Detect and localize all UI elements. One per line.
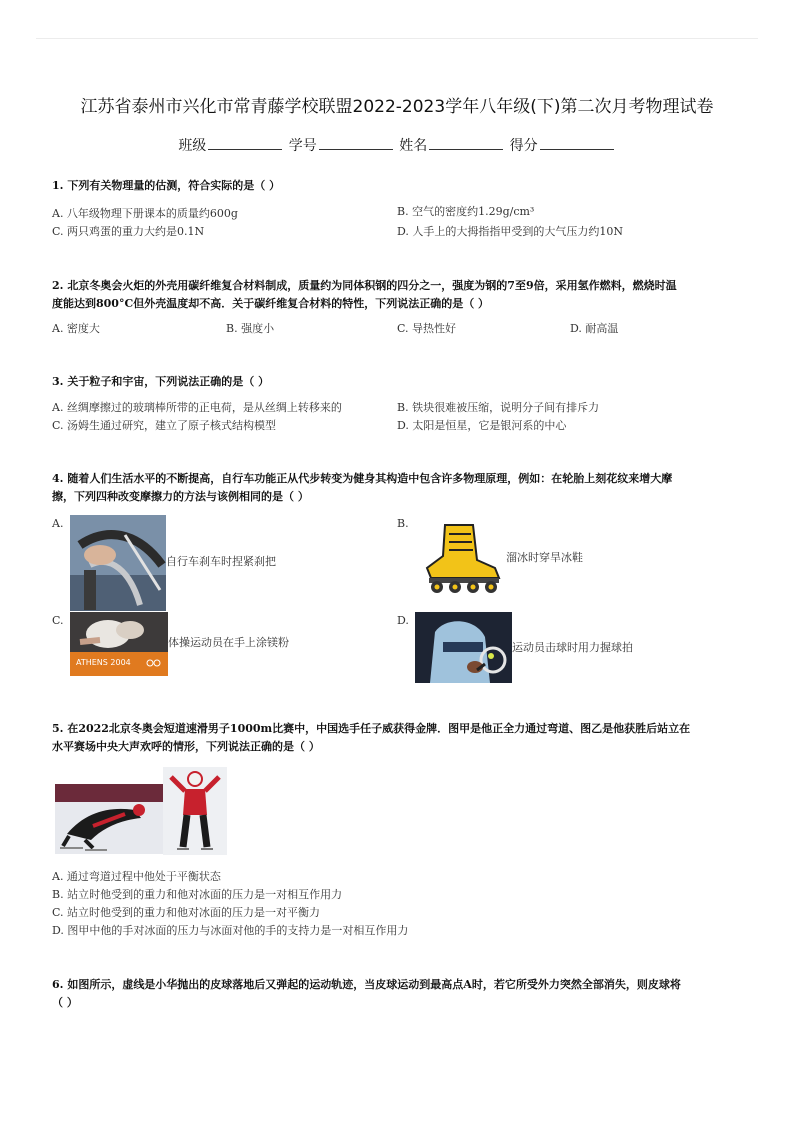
question-1-option-c: C. 两只鸡蛋的重力大约是0.1N: [52, 225, 205, 238]
speed-skater-cornering-photo: [55, 784, 163, 854]
page-top-rule: [36, 38, 758, 39]
question-2-option-a: A. 密度大: [52, 322, 100, 335]
question-2-stem-line-2: 度能达到800°C但外壳温度却不高．关于碳纤维复合材料的特性，下列说法正确的是（ ）: [52, 297, 490, 310]
question-5-stem-line-2: 水平赛场中央大声欢呼的情形，下列说法正确的是（ ）: [52, 740, 320, 753]
question-4-option-c-label: C.: [52, 614, 64, 627]
question-5-option-b: B. 站立时他受到的重力和他对冰面的压力是一对相互作用力: [52, 888, 343, 901]
question-4-option-b-label: B.: [397, 517, 409, 530]
name-blank: [429, 137, 503, 150]
question-4-option-d-label: D.: [397, 614, 409, 627]
question-4-stem-line-2: 擦，下列四种改变摩擦力的方法与该例相同的是（ ）: [52, 490, 309, 503]
exam-title: 江苏省泰州市兴化市常青藤学校联盟2022-2023学年八年级(下)第二次月考物理试卷: [80, 97, 714, 117]
question-4-option-b-caption: 溜冰时穿旱冰鞋: [506, 551, 583, 564]
roller-skate-photo: [415, 520, 503, 594]
tennis-player-photo: [415, 612, 512, 683]
question-5-option-c: C. 站立时他受到的重力和他对冰面的压力是一对平衡力: [52, 906, 321, 919]
question-1-stem: 1. 下列有关物理量的估测，符合实际的是（ ）: [52, 179, 281, 192]
score-blank: [540, 137, 614, 150]
question-3-option-a: A. 丝绸摩擦过的玻璃棒所带的正电荷，是从丝绸上转移来的: [52, 401, 342, 414]
gymnast-chalk-hands-photo: [70, 612, 168, 676]
question-2-option-c: C. 导热性好: [397, 322, 457, 335]
question-2-option-b: B. 强度小: [226, 322, 275, 335]
question-3-option-c: C. 汤姆生通过研究，建立了原子核式结构模型: [52, 419, 277, 432]
question-5-option-d: D. 图甲中他的手对冰面的压力与冰面对他的手的支持力是一对相互作用力: [52, 924, 409, 937]
question-1-option-d: D. 人手上的大拇指指甲受到的大气压力约10N: [397, 225, 624, 238]
question-6-stem-line-1: 6. 如图所示，虚线是小华抛出的皮球落地后又弹起的运动轨迹，当皮球运动到最高点A时，若它所受外力突然全部消失，则皮球将: [52, 978, 681, 991]
class-blank: [208, 137, 282, 150]
speed-skater-celebrating-photo: [163, 767, 227, 855]
question-5-stem-line-1: 5. 在2022北京冬奥会短道速滑男子1000m比赛中，中国选手任子威获得金牌．图甲是他正全力通过弯道、图乙是他获胜后站立在: [52, 722, 691, 735]
question-2-option-d: D. 耐高温: [570, 322, 619, 335]
bicycle-brake-photo: [70, 515, 166, 611]
question-6-stem-line-2: （ ）: [52, 996, 78, 1009]
question-5-option-a: A. 通过弯道过程中他处于平衡状态: [52, 870, 221, 883]
question-3-option-b: B. 铁块很难被压缩，说明分子间有排斥力: [397, 401, 600, 414]
question-1-option-b: B. 空气的密度约1.29g/cm³: [397, 205, 535, 218]
student-info-line: [0, 135, 794, 155]
question-4-option-a-label: A.: [52, 517, 64, 530]
question-4-option-d-caption: 运动员击球时用力握球拍: [512, 641, 633, 654]
question-3-stem: 3. 关于粒子和宇宙，下列说法正确的是（ ）: [52, 375, 270, 388]
student-id-label: 学号: [288, 138, 317, 154]
score-label: 得分: [509, 138, 538, 154]
class-label: 班级: [178, 138, 207, 154]
question-4-option-c-caption: 体操运动员在手上涂镁粉: [168, 636, 289, 649]
question-4-option-a-caption: 自行车刹车时捏紧刹把: [166, 555, 276, 568]
question-4-stem-line-1: 4. 随着人们生活水平的不断提高，自行车功能正从代步转变为健身其构造中包含许多物理原理，例如：在轮胎上刻花纹来增大摩: [52, 472, 673, 485]
question-2-stem-line-1: 2. 北京冬奥会火炬的外壳用碳纤维复合材料制成，质量约为同体积钢的四分之一，强度为钢的7至9倍，采用氢作燃料，燃烧时温: [52, 279, 677, 292]
student-id-blank: [319, 137, 393, 150]
question-1-option-a: A. 八年级物理下册课本的质量约600g: [52, 207, 238, 220]
name-label: 姓名: [399, 138, 428, 154]
athens-2004-text: ATHENS 2004: [76, 658, 131, 667]
question-3-option-d: D. 太阳是恒星，它是银河系的中心: [397, 419, 567, 432]
